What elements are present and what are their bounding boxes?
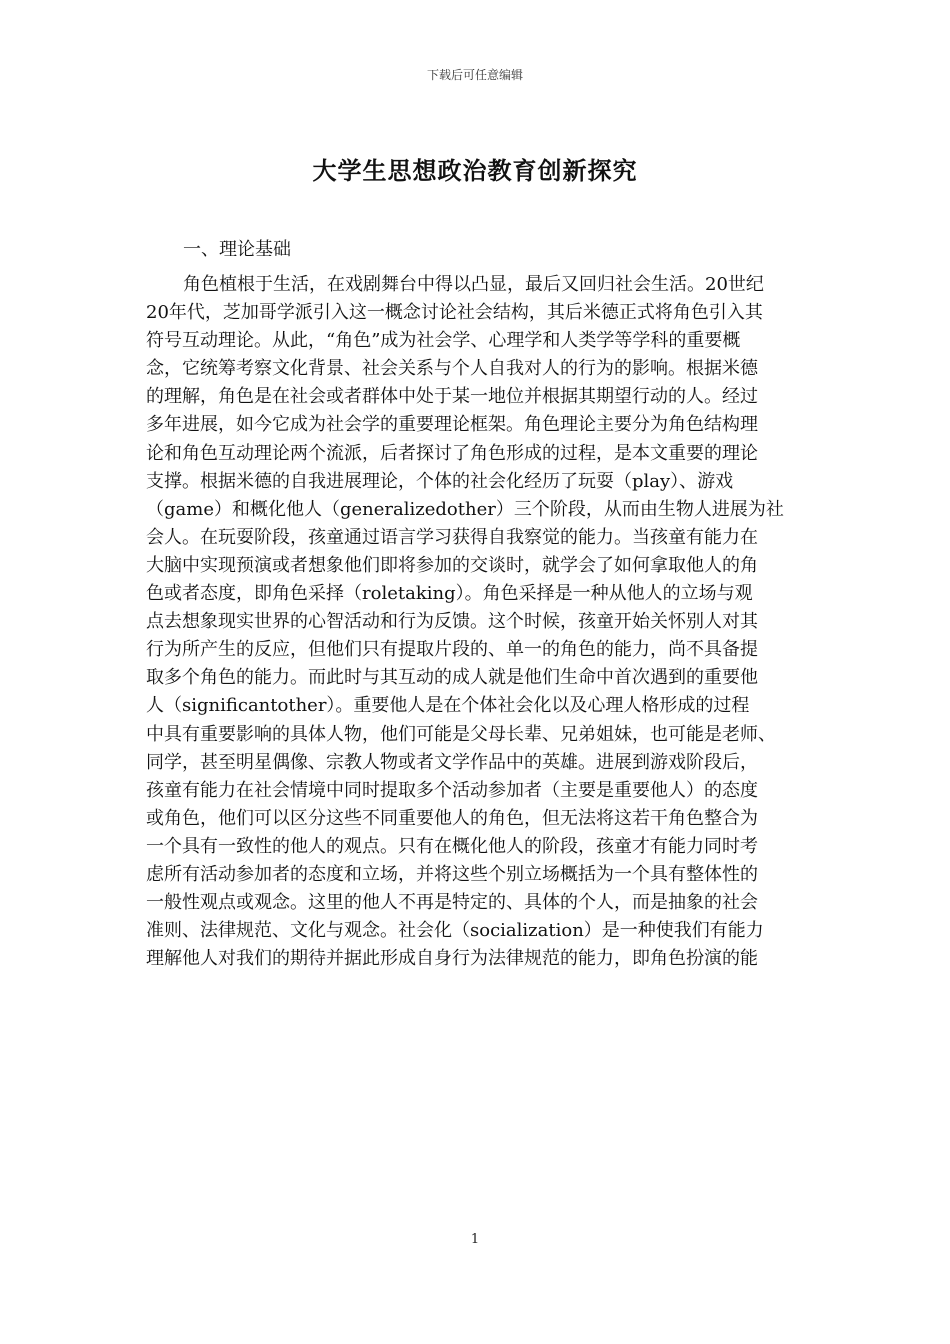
paragraph-line: 一个具有一致性的他人的观点。只有在概化他人的阶段，孩童才有能力同时考: [146, 835, 758, 857]
section-heading: 一、理论基础: [183, 239, 291, 260]
paragraph-line: 念，它统筹考察文化背景、社会关系与个人自我对人的行为的影响。根据米德: [146, 358, 758, 380]
paragraph-line: （game）和概化他人（generalizedother）三个阶段，从而由生物人进展为社: [146, 498, 784, 520]
paragraph-line: 论和角色互动理论两个流派，后者探讨了角色形成的过程，是本文重要的理论: [146, 442, 758, 464]
paragraph-line: 支撑。根据米德的自我进展理论，个体的社会化经历了玩耍（play）、游戏: [146, 470, 734, 492]
paragraph-line: 准则、法律规范、文化与观念。社会化（socialization）是一种使我们有能力: [146, 920, 764, 942]
paragraph-line: 孩童有能力在社会情境中同时提取多个活动参加者（主要是重要他人）的态度: [146, 779, 758, 801]
paragraph-line: 一般性观点或观念。这里的他人不再是特定的、具体的个人，而是抽象的社会: [146, 892, 758, 914]
paragraph-line: 20年代，芝加哥学派引入这一概念讨论社会结构，其后米德正式将角色引入其: [146, 302, 763, 324]
paragraph-line: 符号互动理论。从此，“角色”成为社会学、心理学和人类学等学科的重要概: [146, 330, 741, 352]
page-number: 1: [470, 1232, 480, 1247]
paragraph-line: 人（significantother）。重要他人是在个体社会化以及心理人格形成的过程: [146, 695, 750, 717]
paragraph-line: 理解他人对我们的期待并据此形成自身行为法律规范的能力，即角色扮演的能: [146, 948, 758, 970]
page-header-note: 下载后可任意编辑: [426, 68, 523, 82]
paragraph-line: 会人。在玩耍阶段，孩童通过语言学习获得自我察觉的能力。当孩童有能力在: [146, 526, 758, 548]
paragraph-line: 行为所产生的反应，但他们只有提取片段的、单一的角色的能力，尚不具备提: [146, 639, 758, 661]
paragraph-line: 取多个角色的能力。而此时与其互动的成人就是他们生命中首次遇到的重要他: [146, 667, 758, 689]
paragraph-line: 角色植根于生活，在戏剧舞台中得以凸显，最后又回归社会生活。20世纪: [183, 274, 764, 295]
paragraph-line: 或角色，他们可以区分这些不同重要他人的角色，但无法将这若干角色整合为: [146, 807, 758, 829]
paragraph-line: 多年进展，如今它成为社会学的重要理论框架。角色理论主要分为角色结构理: [146, 414, 758, 436]
paragraph-line: 同学，甚至明星偶像、宗教人物或者文学作品中的英雄。进展到游戏阶段后，: [146, 751, 758, 773]
paragraph-line: 虑所有活动参加者的态度和立场，并将这些个别立场概括为一个具有整体性的: [146, 863, 758, 885]
paragraph-line: 大脑中实现预演或者想象他们即将参加的交谈时，就学会了如何拿取他人的角: [146, 554, 758, 576]
paragraph-line: 的理解，角色是在社会或者群体中处于某一地位并根据其期望行动的人。经过: [146, 386, 758, 408]
paragraph-line: 点去想象现实世界的心智活动和行为反馈。这个时候，孩童开始关怀别人对其: [146, 611, 758, 633]
paragraph-line: 中具有重要影响的具体人物，他们可能是父母长辈、兄弟姐妹，也可能是老师、: [146, 723, 776, 745]
paragraph-line: 色或者态度，即角色采择（roletaking）。角色采择是一种从他人的立场与观: [146, 583, 753, 605]
body-paragraph: [146, 271, 826, 973]
document-title: 大学生思想政治教育创新探究: [312, 157, 638, 185]
